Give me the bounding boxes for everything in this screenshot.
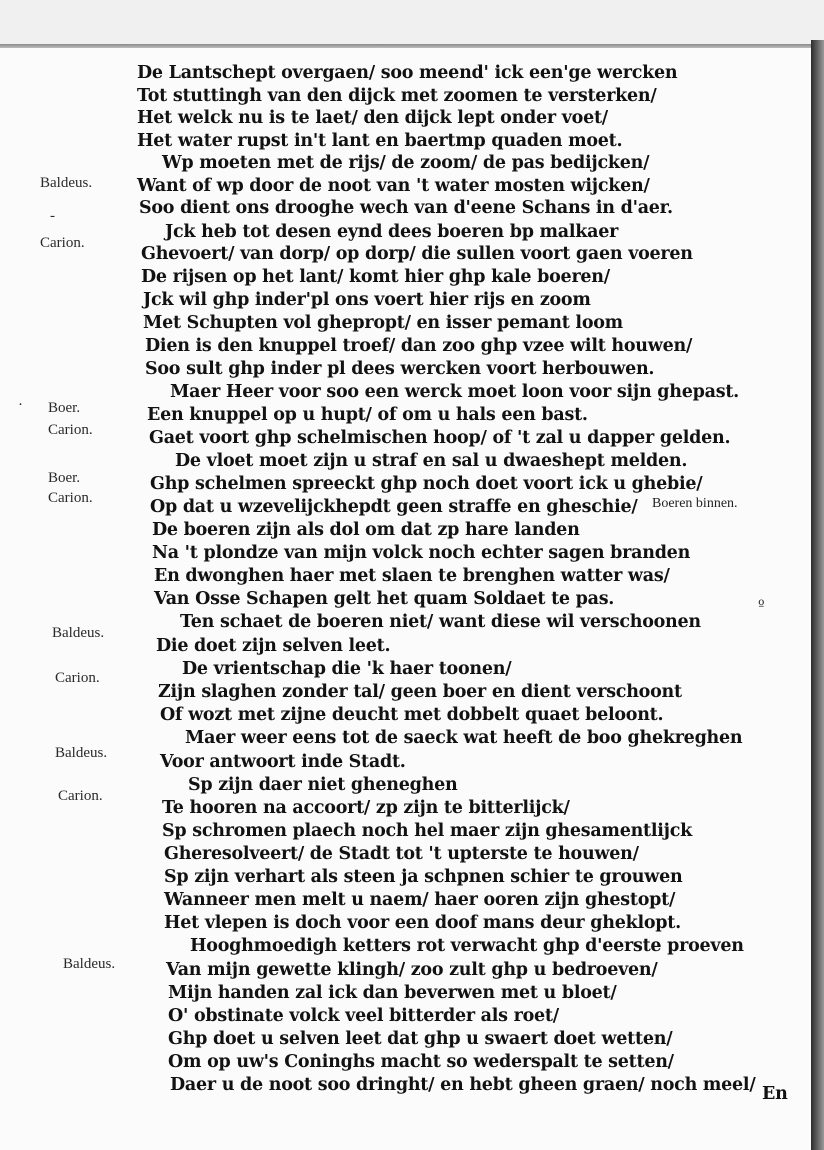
verse-line: Hooghmoedigh ketters rot verwacht ghp d'eerste proeven bbox=[190, 936, 744, 956]
verse-line: Van mijn gewette klingh/ zoo zult ghp u bedroeven/ bbox=[166, 960, 658, 980]
verse-line: De vrientschap die 'k haer toonen/ bbox=[182, 659, 512, 679]
verse-line: Met Schupten vol ghepropt/ en isser pemant loom bbox=[143, 313, 623, 333]
verse-line: Dien is den knuppel troef/ dan zoo ghp vzee wilt houwen/ bbox=[145, 336, 693, 356]
margin-dash: - bbox=[50, 208, 55, 224]
verse-line: Het water rupst in't lant en baertmp quaden moet. bbox=[137, 131, 623, 151]
verse-line: Wp moeten met de rijs/ de zoom/ de pas bedijcken/ bbox=[162, 153, 650, 173]
verse-line: Ten schaet de boeren niet/ want diese wil verschoonen bbox=[180, 612, 701, 632]
verse-line: Zijn slaghen zonder tal/ geen boer en dient verschoont bbox=[158, 682, 682, 702]
scanned-page bbox=[0, 48, 811, 1150]
catchword: En bbox=[762, 1084, 788, 1104]
verse-line: Het welck nu is te laet/ den dijck lept onder voet/ bbox=[137, 108, 608, 128]
margin-dot: · bbox=[18, 397, 23, 413]
verse-line: Ghevoert/ van dorp/ op dorp/ die sullen voort gaen voeren bbox=[141, 244, 693, 264]
verse-line: Gaet voort ghp schelmischen hoop/ of 't zal u dapper gelden. bbox=[149, 428, 731, 448]
verse-line: Sp schromen plaech noch hel maer zijn ghesamentlijck bbox=[162, 821, 693, 841]
speaker-carion: Carion. bbox=[48, 422, 93, 438]
verse-line: Jck wil ghp inder'pl ons voert hier rijs en zoom bbox=[143, 290, 591, 310]
speaker-carion: Carion. bbox=[48, 490, 93, 506]
verse-line: O' obstinate volck veel bitterder als roet/ bbox=[168, 1006, 559, 1026]
verse-line: Maer weer eens tot de saeck wat heeft de boo ghekreghen bbox=[185, 728, 743, 748]
speaker-carion: Carion. bbox=[40, 235, 85, 251]
verse-line: Tot stuttingh van den dijck met zoomen te versterken/ bbox=[137, 86, 657, 106]
verse-line: En dwonghen haer met slaen te brenghen watter was/ bbox=[154, 566, 670, 586]
stage-direction: Boeren binnen. bbox=[652, 496, 738, 511]
verse-line: De Lantschept overgaen/ soo meend' ick een'ge wercken bbox=[137, 63, 678, 83]
speaker-boer: Boer. bbox=[48, 470, 81, 486]
verse-line: Soo dient ons drooghe wech van d'eene Schans in d'aer. bbox=[139, 198, 673, 218]
verse-line: Soo sult ghp inder pl dees wercken voort herbouwen. bbox=[145, 359, 655, 379]
scan-top-margin bbox=[0, 0, 824, 44]
verse-line: Sp zijn verhart als steen ja schpnen schier te grouwen bbox=[164, 867, 683, 887]
speaker-baldeus: Baldeus. bbox=[63, 956, 116, 972]
verse-line: Een knuppel op u hupt/ of om u hals een bast. bbox=[147, 405, 588, 425]
speaker-boer: Boer. bbox=[48, 400, 81, 416]
speaker-baldeus: Baldeus. bbox=[52, 625, 105, 641]
verse-line: Jck heb tot desen eynd dees boeren bp malkaer bbox=[165, 222, 619, 242]
speaker-baldeus: Baldeus. bbox=[55, 745, 108, 761]
verse-line: Ghp schelmen spreeckt ghp noch doet voort ick u ghebie/ bbox=[150, 474, 703, 494]
verse-line: Gheresolveert/ de Stadt tot 't upterste te houwen/ bbox=[164, 844, 639, 864]
verse-line: Ghp doet u selven leet dat ghp u swaert doet wetten/ bbox=[168, 1029, 673, 1049]
verse-line: Na 't plondze van mijn volck noch echter sagen branden bbox=[152, 543, 691, 563]
verse-line: Daer u de noot soo dringht/ en hebt gheen graen/ noch meel/ bbox=[170, 1075, 756, 1095]
margin-mark: º bbox=[758, 598, 765, 614]
verse-line: Wanneer men melt u naem/ haer ooren zijn ghestopt/ bbox=[164, 890, 676, 910]
speaker-baldeus: Baldeus. bbox=[40, 175, 93, 191]
verse-line: Sp zijn daer niet gheneghen bbox=[188, 775, 458, 795]
verse-line: Voor antwoort inde Stadt. bbox=[160, 752, 406, 772]
verse-line: Mijn handen zal ick dan beverwen met u bloet/ bbox=[168, 983, 617, 1003]
page-right-edge bbox=[811, 40, 824, 1150]
verse-line: Het vlepen is doch voor een doof mans deur gheklopt. bbox=[164, 913, 681, 933]
speaker-carion: Carion. bbox=[58, 788, 103, 804]
verse-line: De vloet moet zijn u straf en sal u dwaeshept melden. bbox=[175, 451, 688, 471]
verse-line: Die doet zijn selven leet. bbox=[156, 636, 391, 656]
verse-line: De boeren zijn als dol om dat zp hare landen bbox=[152, 520, 580, 540]
verse-line: Van Osse Schapen gelt het quam Soldaet te pas. bbox=[154, 589, 615, 609]
verse-line: Op dat u wzevelijckhepdt geen straffe en gheschie/ bbox=[150, 497, 638, 517]
verse-line: Of wozt met zijne deucht met dobbelt quaet beloont. bbox=[160, 705, 664, 725]
speaker-carion: Carion. bbox=[55, 670, 100, 686]
verse-line: Om op uw's Coninghs macht so wederspalt te setten/ bbox=[168, 1052, 674, 1072]
verse-line: Te hooren na accoort/ zp zijn te bitterlijck/ bbox=[162, 798, 570, 818]
verse-line: De rijsen op het lant/ komt hier ghp kale boeren/ bbox=[141, 267, 610, 287]
verse-line: Want of wp door de noot van 't water mosten wijcken/ bbox=[137, 176, 650, 196]
verse-line: Maer Heer voor soo een werck moet loon voor sijn ghepast. bbox=[170, 382, 739, 402]
